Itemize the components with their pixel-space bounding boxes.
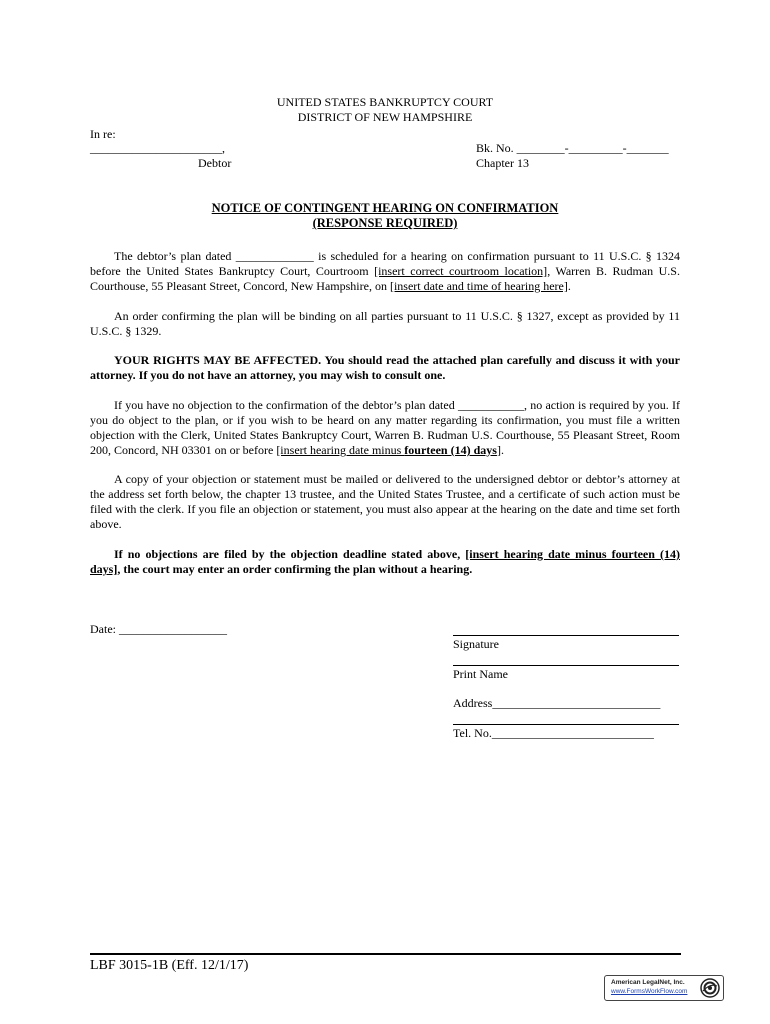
courtroom-placeholder[interactable]: [insert correct courtroom location]: [374, 264, 548, 278]
print-name-label: Print Name: [453, 667, 508, 681]
rights-advice: . You should read the attached plan carefully and discuss it with your attorney. If you do not have an attorney, you may wish to consult one.: [90, 353, 681, 382]
rights-paragraph: [90, 353, 680, 383]
deadline-days: fourteen (14) days: [404, 443, 497, 457]
period: .: [500, 443, 504, 457]
no-objection-paragraph: [90, 547, 680, 577]
print-name-line[interactable]: [453, 665, 679, 666]
signature-label: Signature: [453, 637, 499, 651]
confirmation-text: , the court may enter an order confirming the plan without a hearing.: [117, 562, 473, 576]
notice-subtitle: (RESPONSE REQUIRED): [312, 216, 458, 230]
logo-company-name: American LegalNet, Inc.: [611, 979, 685, 986]
address-field[interactable]: Address____________________________: [453, 696, 661, 710]
hearing-paragraph: [90, 249, 680, 294]
objection-text: If you have no objection to the confirmation of the debtor’s plan dated ___________, no action is required by you. If you do object to the plan, or if you wish to be heard on any matter regarding its confirmation, you must file a written objection with the Clerk, United States Bankruptcy Court, Warren B. Rudman U.S. Courthouse, 55 Pleasant Street, Room 200, Concord, NH 03301 on or before: [90, 398, 680, 457]
objection-deadline-placeholder[interactable]: [276, 443, 501, 457]
debtor-label: Debtor: [198, 156, 232, 170]
form-id: LBF 3015-1B (Eff. 12/1/17): [90, 958, 249, 973]
bankruptcy-number[interactable]: Bk. No. ________-_________-_______: [476, 141, 669, 155]
hearing-date-placeholder[interactable]: [insert date and time of hearing here]: [389, 279, 568, 293]
hearing-text: The debtor’s plan dated _____________ is scheduled for a hearing on confirmation pursuant to 11 U.S.C. § 1324 before the United States Bankruptcy Court, Courtroom: [90, 249, 680, 278]
footer-rule: [90, 953, 681, 955]
signature-line[interactable]: [453, 635, 679, 636]
objection-paragraph: [90, 398, 680, 458]
logo-globe-icon: [700, 978, 720, 998]
deadline-placeholder[interactable]: [insert hearing date minus fourteen (14) days]: [90, 547, 680, 576]
no-objection-text: If no objections are filed by the objection deadline stated above,: [114, 547, 466, 561]
notice-title: NOTICE OF CONTINGENT HEARING ON CONFIRMATION: [211, 201, 559, 215]
date-field[interactable]: Date: __________________: [90, 622, 227, 636]
court-district: DISTRICT OF NEW HAMPSHIRE: [297, 110, 473, 124]
rights-warning: YOUR RIGHTS MAY BE AFFECTED: [114, 353, 319, 367]
address-line-2[interactable]: [453, 724, 679, 725]
legalnet-logo[interactable]: [604, 975, 724, 1001]
courthouse-text: , Warren B. Rudman U.S. Courthouse, 55 Pleasant Street, Concord, New Hampshire, on: [90, 264, 680, 293]
deadline-prefix: [insert hearing date minus: [276, 443, 405, 457]
debtor-name-blank[interactable]: ______________________,: [90, 141, 225, 155]
in-re-label: In re:: [90, 127, 116, 141]
logo-url[interactable]: www.FormsWorkFlow.com: [611, 988, 688, 995]
chapter-label: Chapter 13: [476, 156, 529, 170]
service-paragraph: A copy of your objection or statement must be mailed or delivered to the undersigned debtor or debtor’s attorney at the address set forth below, the chapter 13 trustee, and the United States Trustee, and a certificate of such action must be filed with the clerk. If you file an objection or statement, you must also appear at the hearing on the date and time set forth above.: [90, 472, 680, 531]
court-name: UNITED STATES BANKRUPTCY COURT: [276, 95, 494, 109]
telephone-field[interactable]: Tel. No.___________________________: [453, 726, 654, 740]
binding-order-paragraph: An order confirming the plan will be binding on all parties pursuant to 11 U.S.C. § 1327, except as provided by 11 U.S.C. § 1329.: [90, 309, 680, 338]
period: .: [567, 279, 571, 293]
deadline-bracket: ]: [496, 443, 501, 457]
